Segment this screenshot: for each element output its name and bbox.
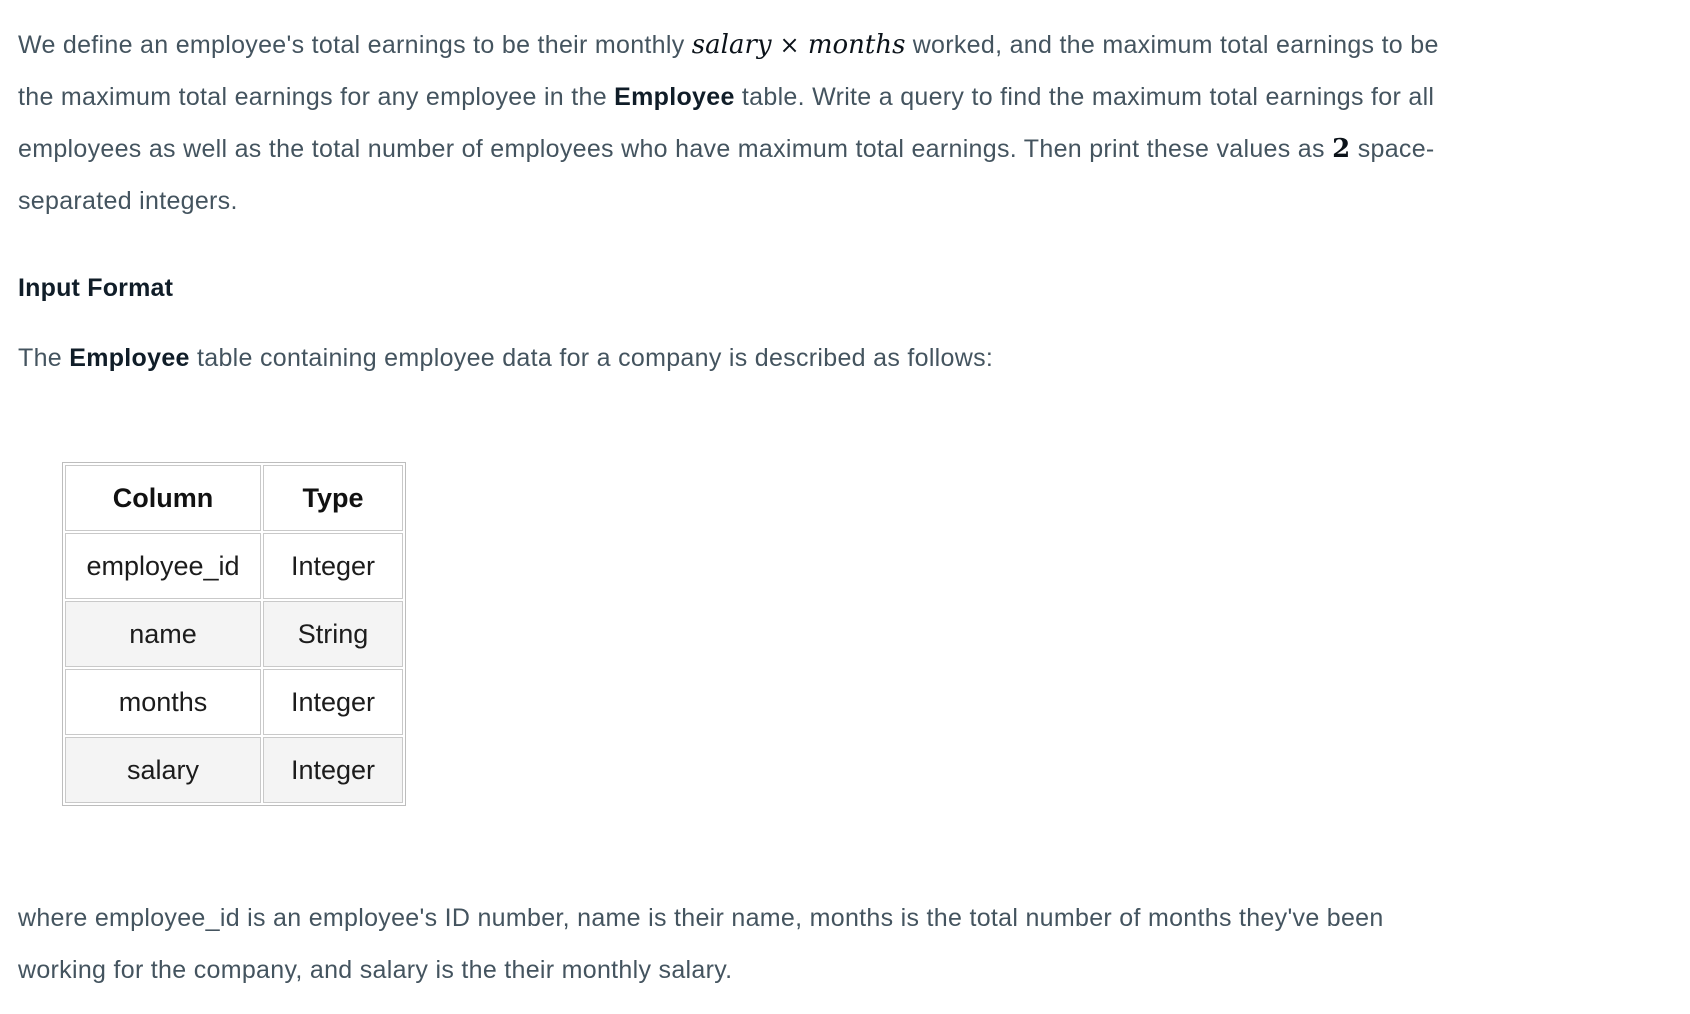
math-variable-months: months [807,30,906,60]
table-cell-column-type: Integer [263,737,403,803]
table-cell-column-name: salary [65,737,261,803]
employee-table-name: Employee [69,344,190,372]
schema-table-image [62,462,1672,806]
description-text: working for the company, and salary is the their monthly salary. [18,956,733,984]
type-header-cell: Type [263,465,403,531]
math-multiplication-operator [772,31,780,59]
table-row [65,737,403,803]
math-variable-salary: salary [691,30,772,60]
schema-table [62,462,406,806]
description-text: worked, and the maximum total earnings to be [905,31,1439,59]
schema-table-header-row [65,465,403,531]
table-row [65,669,403,735]
description-text: separated integers. [18,187,238,215]
math-number-two: 2 [1332,134,1351,164]
column-description-paragraph [18,892,1672,996]
description-text: table containing employee data for a company is described as follows: [189,344,994,372]
table-cell-column-name: employee_id [65,533,261,599]
table-cell-column-name: months [65,669,261,735]
math-times-symbol: × [779,31,800,59]
description-text: space- [1350,135,1435,163]
table-cell-column-type: Integer [263,669,403,735]
input-format-paragraph [18,332,1672,384]
description-text: the maximum total earnings for any employee in the [18,83,615,111]
table-row [65,533,403,599]
description-text: We define an employee's total earnings to be their monthly [18,31,692,59]
employee-table-name: Employee [614,83,735,111]
problem-description-paragraph [18,19,1672,227]
description-text: table. Write a query to find the maximum total earnings for all [734,83,1435,111]
table-cell-column-name: name [65,601,261,667]
column-header-cell: Column [65,465,261,531]
description-text: employees as well as the total number of employees who have maximum total earnings. Then print these values as [18,135,1333,163]
description-text: where employee_id is an employee's ID number, name is their name, months is the total number of months they've been [18,904,1384,932]
table-cell-column-type: Integer [263,533,403,599]
input-format-heading: Input Format [18,274,174,302]
table-cell-column-type: String [263,601,403,667]
table-row [65,601,403,667]
math-spacer [800,31,808,59]
description-text: The [18,344,70,372]
